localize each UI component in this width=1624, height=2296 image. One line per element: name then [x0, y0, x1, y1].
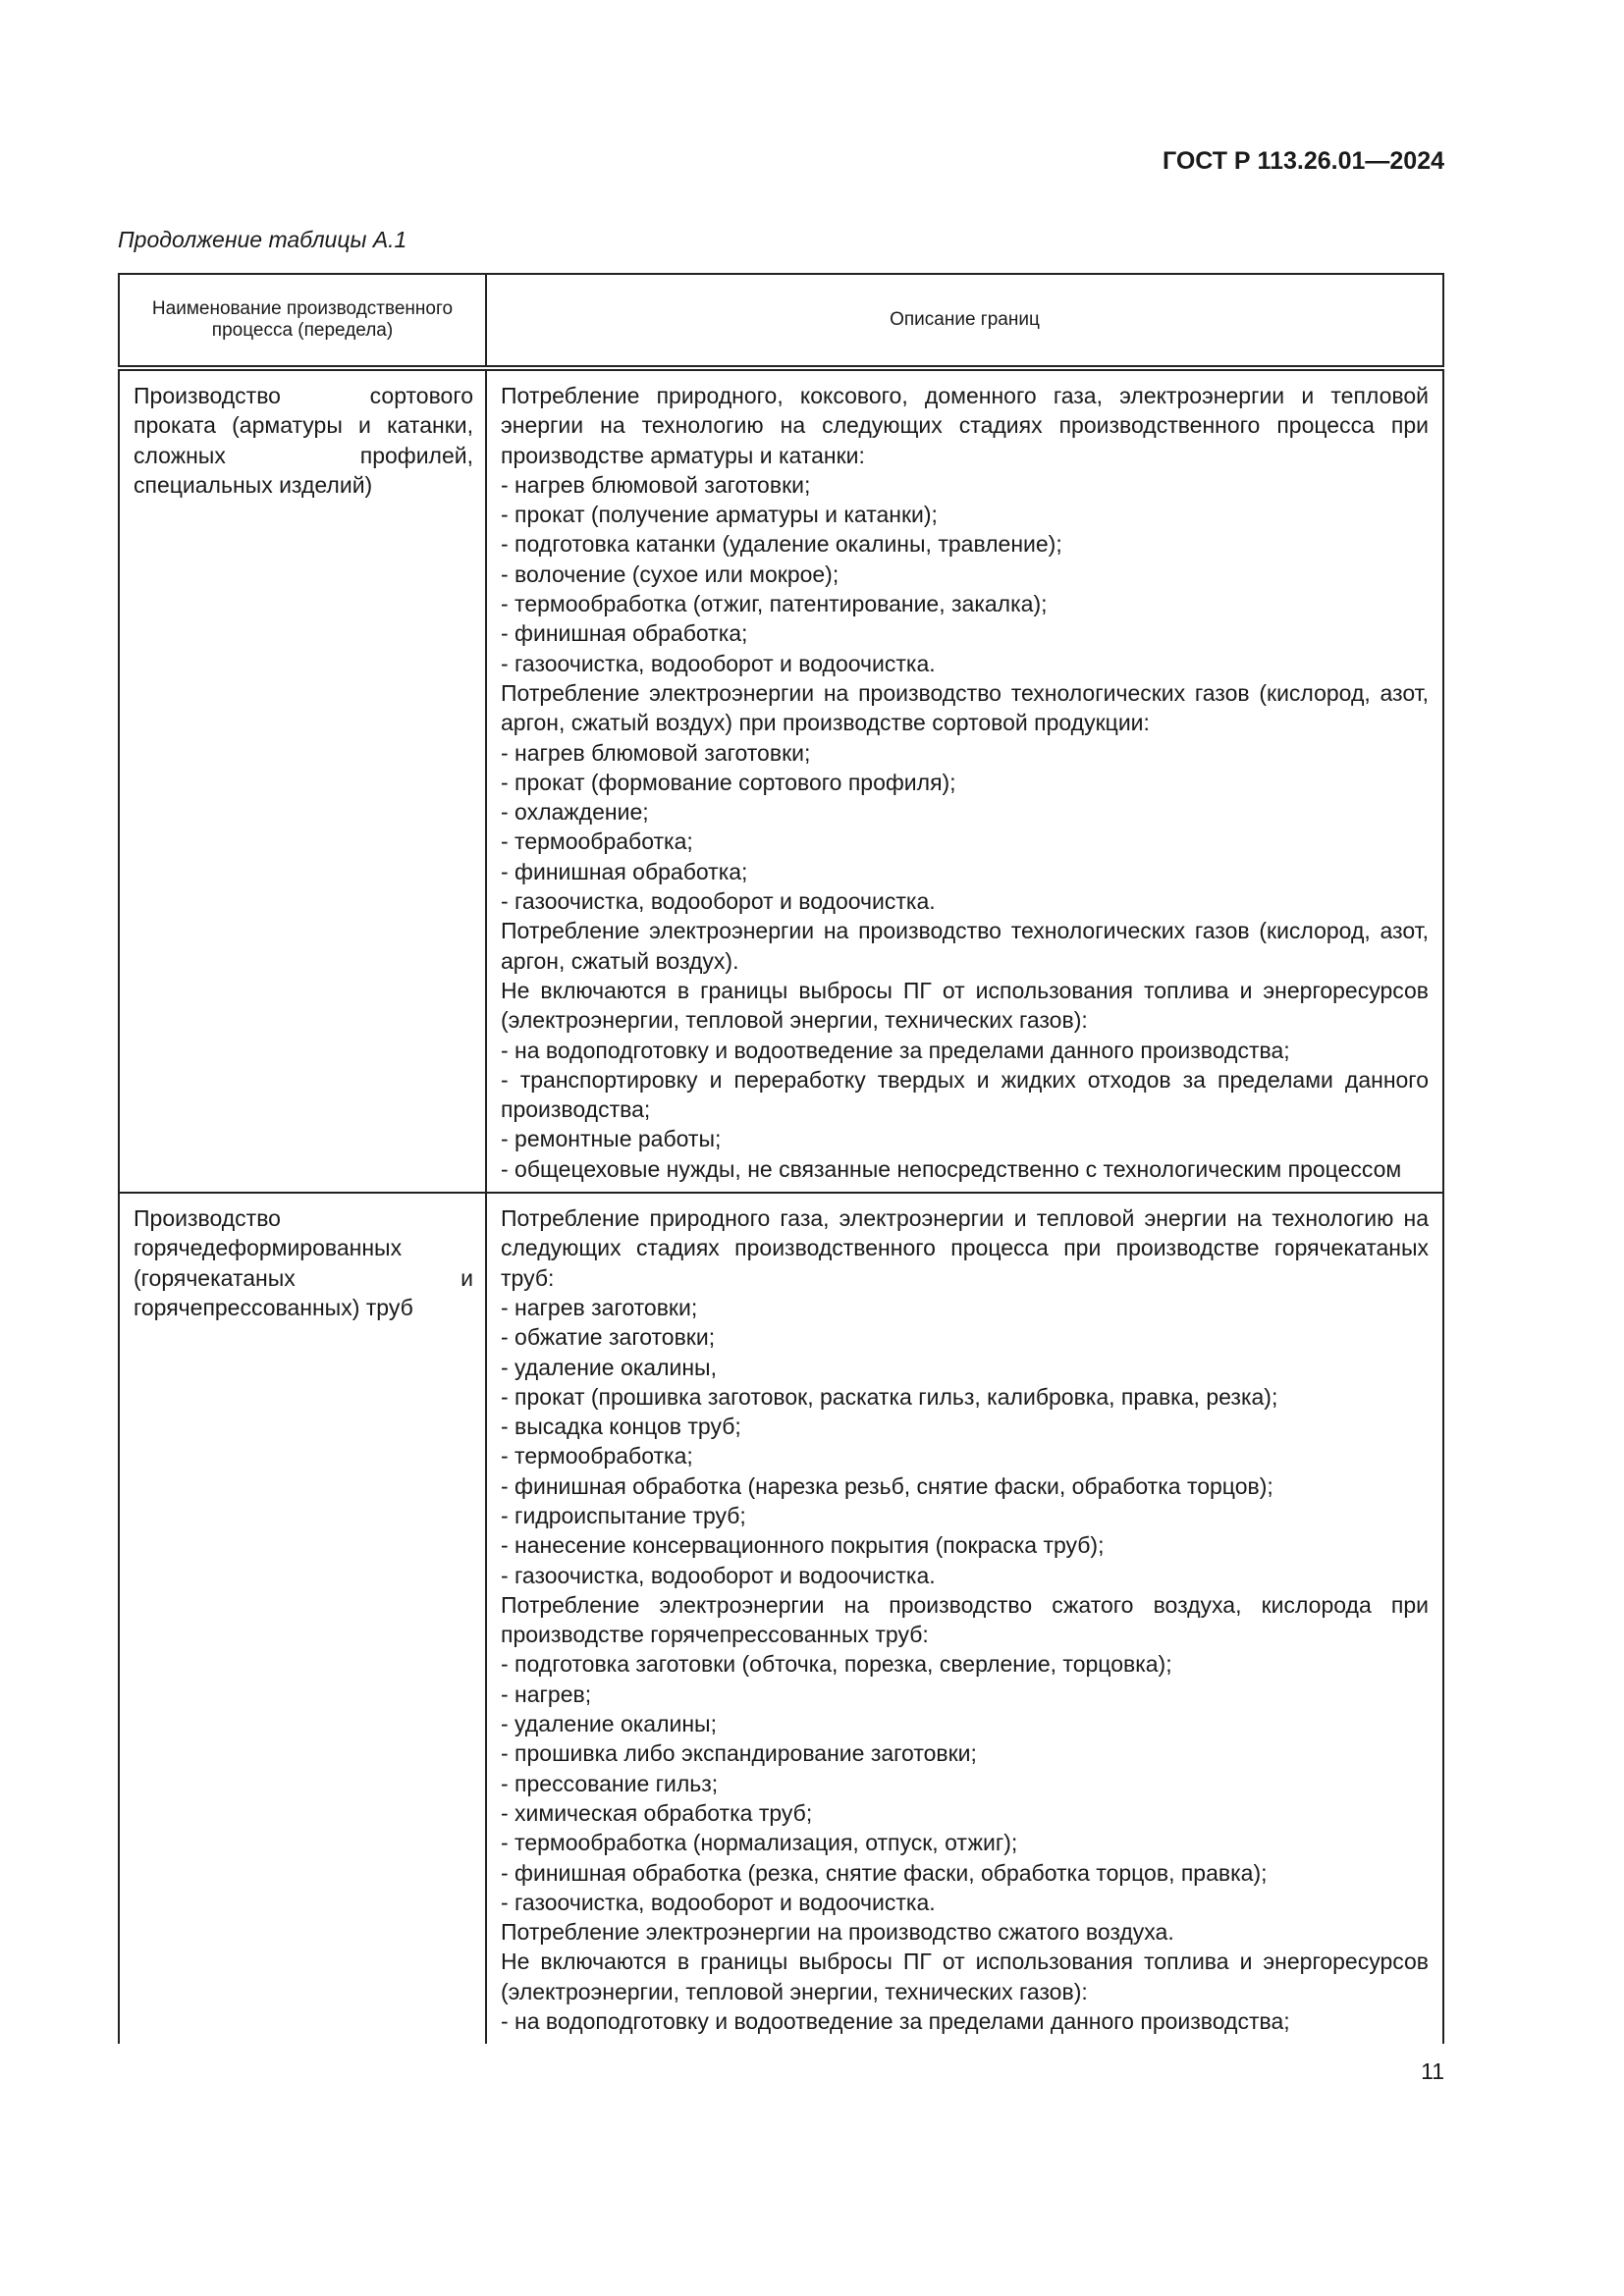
list-item: - термообработка (нормализация, отпуск, отжиг);: [501, 1830, 1018, 1856]
table-caption: Продолжение таблицы А.1: [118, 227, 407, 252]
list-item: - финишная обработка;: [501, 620, 748, 647]
list-item: - прокат (формование сортового профиля);: [501, 769, 956, 795]
process-name-cell: Производство сортового проката (арматуры и катанки, сложных профилей, специальных изделий): [119, 368, 486, 1193]
list-item: - термообработка;: [501, 828, 693, 855]
list-item: - прессование гильз;: [501, 1770, 719, 1796]
description-paragraph: Потребление электроэнергии на производство сжатого воздуха.: [501, 1919, 1174, 1946]
list-item: - прокат (прошивка заготовок, раскатка гильз, калибровка, правка, резка);: [501, 1383, 1278, 1410]
boundary-description-cell: [486, 368, 1443, 1193]
list-item: - прошивка либо экспандирование заготовки;: [501, 1740, 977, 1767]
list-item: - нанесение консервационного покрытия (покраска труб);: [501, 1532, 1105, 1559]
list-item: - нагрев заготовки;: [501, 1294, 698, 1320]
page-number: 11: [1421, 2058, 1444, 2084]
description-paragraph: Потребление электроэнергии на производство сжатого воздуха, кислорода при производстве горячепрессованных труб:: [501, 1591, 1429, 1648]
list-item: - газоочистка, водооборот и водоочистка.: [501, 650, 936, 676]
list-item: - на водоподготовку и водоотведение за пределами данного производства;: [501, 1037, 1290, 1063]
list-item: - нагрев блюмовой заготовки;: [501, 471, 811, 498]
table-header-row: [119, 274, 1443, 368]
list-item: - общецеховые нужды, не связанные непосредственно с технологическим процессом: [501, 1155, 1402, 1182]
list-item: - волочение (сухое или мокрое);: [501, 561, 839, 587]
list-item: - высадка концов труб;: [501, 1414, 741, 1440]
list-item: - ремонтные работы;: [501, 1126, 722, 1152]
column-header-description: Описание границ: [486, 274, 1443, 368]
list-item: - термообработка;: [501, 1443, 693, 1469]
list-item: - финишная обработка (нарезка резьб, снятие фаски, обработка торцов);: [501, 1472, 1273, 1499]
list-item: - удаление окалины;: [501, 1711, 717, 1737]
description-paragraph: Потребление электроэнергии на производство технологических газов (кислород, азот, аргон, сжатый воздух).: [501, 918, 1429, 974]
list-item: - подготовка заготовки (обточка, порезка, сверление, торцовка);: [501, 1651, 1172, 1678]
list-item: - газоочистка, водооборот и водоочистка.: [501, 1562, 936, 1588]
document-id: ГОСТ Р 113.26.01—2024: [1162, 147, 1444, 175]
boundaries-table: [118, 273, 1444, 2044]
list-item: - финишная обработка (резка, снятие фаски, обработка торцов, правка);: [501, 1859, 1268, 1886]
list-item: - гидроиспытание труб;: [501, 1502, 746, 1528]
description-paragraph: Не включаются в границы выбросы ПГ от использования топлива и энергоресурсов (электроэнергии, тепловой энергии, технических газов):: [501, 1949, 1429, 2004]
description-paragraph: Потребление природного, коксового, доменного газа, электроэнергии и тепловой энергии на технологию на следующих стадиях производственного процесса при производстве арматуры и катанки:: [501, 383, 1429, 468]
list-item: - подготовка катанки (удаление окалины, травление);: [501, 531, 1062, 558]
description-paragraph: - транспортировку и переработку твердых и жидких отходов за пределами данного производства;: [501, 1066, 1429, 1123]
table-row: [119, 1193, 1443, 2044]
list-item: - обжатие заготовки;: [501, 1324, 716, 1351]
list-item: - газоочистка, водооборот и водоочистка.: [501, 888, 936, 915]
list-item: - удаление окалины,: [501, 1354, 717, 1380]
description-paragraph: Не включаются в границы выбросы ПГ от использования топлива и энергоресурсов (электроэнергии, тепловой энергии, технических газов):: [501, 977, 1429, 1034]
list-item: - охлаждение;: [501, 799, 649, 826]
list-item: - термообработка (отжиг, патентирование, закалка);: [501, 591, 1048, 617]
description-paragraph: Потребление природного газа, электроэнергии и тепловой энергии на технологию на следующих стадиях производственного процесса при производстве горячекатаных труб:: [501, 1205, 1429, 1291]
table-row: [119, 368, 1443, 1193]
list-item: - газоочистка, водооборот и водоочистка.: [501, 1889, 936, 1915]
list-item: - нагрев блюмовой заготовки;: [501, 739, 811, 766]
boundary-description-cell: [486, 1193, 1443, 2044]
list-item: - финишная обработка;: [501, 858, 748, 884]
list-item: - химическая обработка труб;: [501, 1799, 813, 1826]
list-item: - прокат (получение арматуры и катанки);: [501, 502, 938, 528]
list-item: - на водоподготовку и водоотведение за пределами данного производства;: [501, 2008, 1290, 2035]
list-item: - нагрев;: [501, 1681, 592, 1707]
description-paragraph: Потребление электроэнергии на производство технологических газов (кислород, азот, аргон, сжатый воздух) при производстве сортовой продукции:: [501, 679, 1429, 736]
process-name-cell: Производство горячедеформированных (горячекатаных и горячепрессованных) труб: [119, 1193, 486, 2044]
column-header-process: Наименование производственного процесса (передела): [119, 274, 486, 368]
